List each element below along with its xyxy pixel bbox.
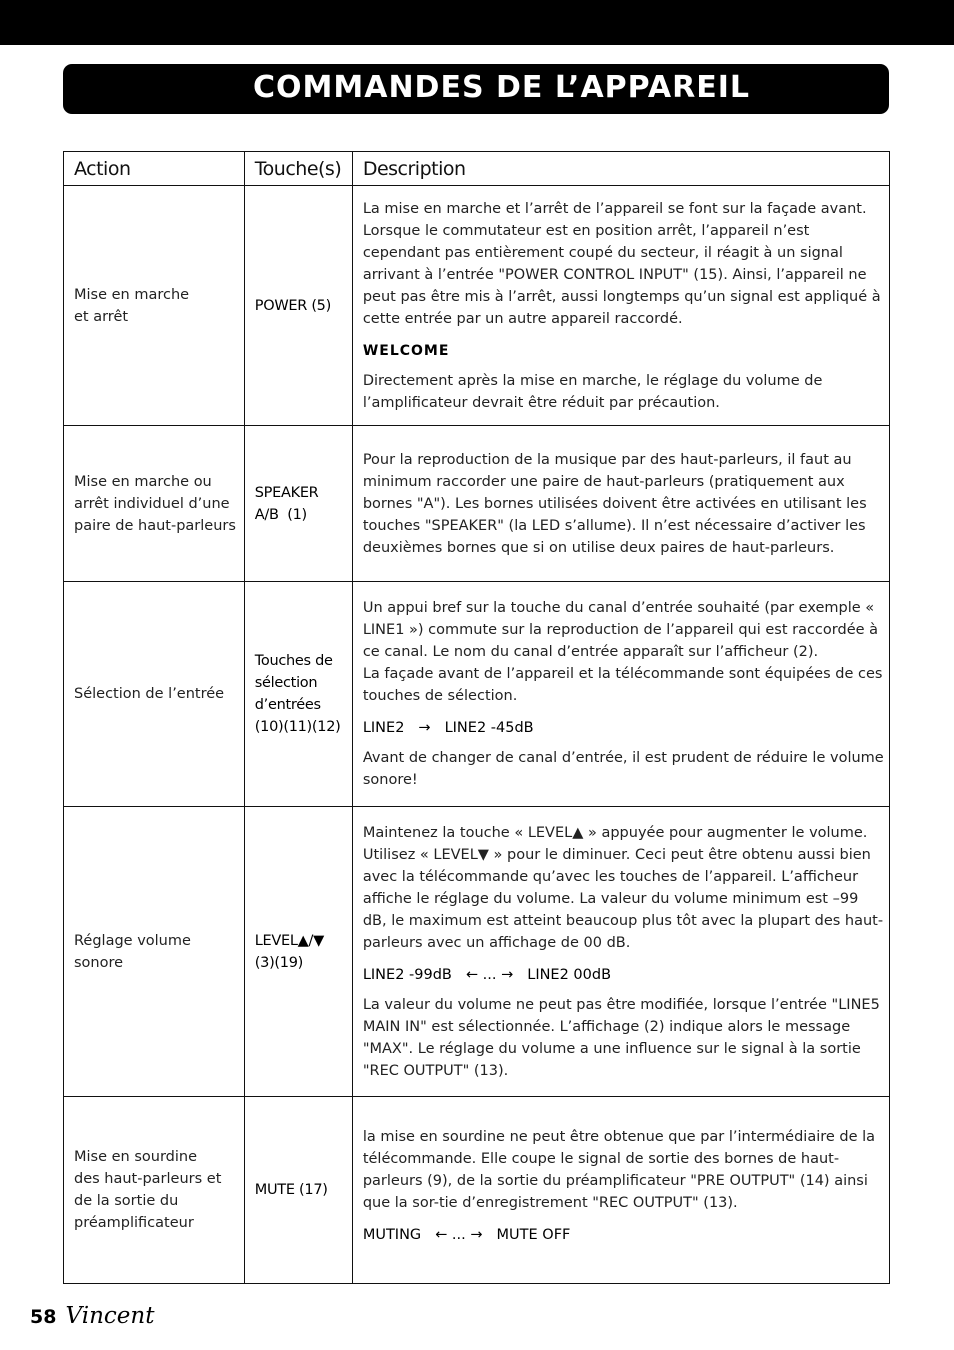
description-text: Un appui bref sur la touche du canal d’entrée souhaité (par exemple « LINE1 ») commute sur la reproduction de l’appareil qui est raccordée à ce canal. Le nom du canal d’entrée apparaît sur l’afficheur (2). bbox=[362, 600, 879, 660]
action-cell bbox=[64, 186, 245, 426]
page-number: 58 bbox=[30, 1306, 57, 1328]
action-line: des haut-parleurs et bbox=[74, 1171, 222, 1187]
keys-cell bbox=[244, 426, 352, 582]
display-to: LINE2 00dB bbox=[527, 966, 612, 983]
description-cell bbox=[352, 1097, 889, 1284]
description-cell bbox=[352, 582, 889, 807]
description-cell bbox=[352, 426, 889, 582]
keys-cell bbox=[244, 186, 352, 426]
description-cell bbox=[352, 186, 889, 426]
action-cell bbox=[64, 582, 245, 807]
description-text: Directement après la mise en marche, le réglage du volume de l’amplificateur devrait être réduit par précaution. bbox=[362, 372, 823, 411]
action-cell bbox=[64, 1097, 245, 1284]
table-row bbox=[64, 582, 890, 807]
key-label: (10)(11)(12) bbox=[254, 719, 341, 735]
table-row bbox=[64, 426, 890, 582]
key-label: Touches de bbox=[254, 653, 333, 669]
action-line: et arrêt bbox=[74, 308, 129, 325]
action-line: Mise en sourdine bbox=[74, 1149, 198, 1165]
action-line: de la sortie du bbox=[74, 1193, 179, 1209]
key-label: LEVEL▲/▼ bbox=[254, 932, 324, 949]
title-banner bbox=[63, 64, 889, 114]
description-text: La mise en marche et l’arrêt de l’appareil se font sur la façade avant. Lorsque le commutateur est en position arrêt, l’appareil n’est cependant pas entièrement coupé du secteur, il réagit à un signal arrivant à l’entrée "POWER CONTROL INPUT" (15). Ainsi, l’appareil ne peut pas être mis à l’arrêt, aussi longtemps qu’un signal est appliqué à cette entrée par un autre appareil raccordé. bbox=[362, 200, 881, 327]
brand-logo: Vincent bbox=[65, 1303, 155, 1329]
key-label: sélection bbox=[254, 675, 318, 691]
action-line: paire de haut-parleurs bbox=[74, 517, 236, 534]
display-from: MUTING bbox=[362, 1227, 422, 1243]
description-text: Pour la reproduction de la musique par des haut-parleurs, il faut au minimum raccorder une paire de haut-parleurs (pratiquement aux bornes "A"). Les bornes utilisées doivent être activées en utilisant les touches "SPEAKER" (la LED s’allume). Il n’est nécessaire d’activer les deuxièmes bornes que si on utilise deux paires de haut-parleurs. bbox=[362, 451, 867, 556]
action-line: Sélection de l’entrée bbox=[74, 686, 225, 702]
display-message: WELCOME bbox=[362, 342, 450, 359]
action-line: préamplificateur bbox=[74, 1215, 194, 1231]
table-header-row bbox=[64, 152, 890, 186]
key-label: (3)(19) bbox=[254, 954, 303, 971]
page-footer bbox=[30, 1303, 154, 1329]
description-text: La valeur du volume ne peut pas être modifiée, lorsque l’entrée "LINE5 MAIN IN" est sélectionnée. L’affichage (2) indique alors le message "MAX". Le réglage du volume a une influence sur le signal à la sortie "REC OUTPUT" (13). bbox=[362, 996, 880, 1079]
description-text: La façade avant de l’appareil et la télécommande sont équipées de ces touches de sélection. bbox=[362, 666, 883, 704]
table-row bbox=[64, 807, 890, 1097]
key-label: d’entrées bbox=[254, 697, 321, 713]
key-label: SPEAKER bbox=[254, 484, 319, 501]
description-cell bbox=[352, 807, 889, 1097]
controls-table bbox=[63, 151, 890, 1284]
action-line: Mise en marche ou bbox=[74, 473, 212, 490]
action-cell bbox=[64, 426, 245, 582]
display-sequence bbox=[363, 1224, 885, 1246]
arrow-icon: → bbox=[418, 720, 431, 736]
action-line: arrêt individuel d’une bbox=[74, 495, 230, 512]
key-label: A/B (1) bbox=[254, 506, 307, 523]
header-description: Description bbox=[352, 152, 889, 186]
action-line: sonore bbox=[74, 954, 124, 971]
display-sequence bbox=[363, 717, 885, 739]
header-keys: Touche(s) bbox=[244, 152, 352, 186]
table-row bbox=[64, 1097, 890, 1284]
description-text: Maintenez la touche « LEVEL▲ » appuyée pour augmenter le volume. Utilisez « LEVEL▼ » pour le diminuer. Ceci peut être obtenu aussi bien avec la télécommande qu’avec les touches de l’appareil. L’afficheur affiche le réglage du volume. La valeur du volume minimum est –99 dB, le maximum est atteint beaucoup plus tôt avec la plupart des haut-parleurs avec un affichage de 00 dB. bbox=[362, 824, 884, 951]
table-row bbox=[64, 186, 890, 426]
display-to: LINE2 -45dB bbox=[444, 720, 534, 736]
description-text: la mise en sourdine ne peut être obtenue que par l’intermédiaire de la télécommande. Elle coupe le signal de sortie des bornes de haut-parleurs (9), de la sortie du préamplificateur "PRE OUTPUT" (14) ainsi que la sor-tie d’enregistrement "REC OUTPUT" (13). bbox=[362, 1129, 876, 1211]
display-sequence bbox=[363, 964, 885, 986]
display-from: LINE2 -99dB bbox=[362, 966, 452, 983]
keys-cell bbox=[244, 1097, 352, 1284]
keys-cell bbox=[244, 582, 352, 807]
display-from: LINE2 bbox=[362, 720, 405, 736]
top-black-bar bbox=[0, 0, 954, 45]
display-to: MUTE OFF bbox=[496, 1227, 571, 1243]
keys-cell bbox=[244, 807, 352, 1097]
arrow-icon: ← ... → bbox=[465, 966, 514, 983]
action-line: Réglage volume bbox=[74, 932, 191, 949]
action-line: Mise en marche bbox=[74, 286, 190, 303]
action-cell bbox=[64, 807, 245, 1097]
arrow-icon: ← ... → bbox=[435, 1227, 483, 1243]
key-label: MUTE (17) bbox=[254, 1182, 328, 1198]
description-text: Avant de changer de canal d’entrée, il est prudent de réduire le volume sonore! bbox=[362, 750, 884, 788]
page-title: COMMANDES DE L’APPAREIL bbox=[253, 70, 750, 105]
key-label: POWER (5) bbox=[254, 297, 331, 314]
header-action: Action bbox=[64, 152, 245, 186]
